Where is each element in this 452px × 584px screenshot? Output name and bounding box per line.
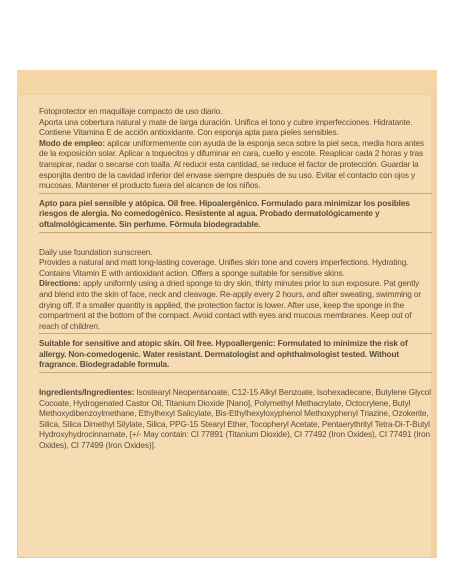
- es-description: Aporta una cobertura natural y mate de larga duración. Unifica el tono y cubre imperfecciones. Hidratante. Contiene Vitamina E de acción antioxidante. Con esponja apta para pieles sensibles.: [39, 116, 413, 138]
- en-description: Provides a natural and matt long-lasting coverage. Unifies skin tone and covers imperfections. Hydrating. Contains Vitamin E with antioxidant action. Offers a sponge suitable for sensitive skins.: [39, 257, 409, 278]
- en-directions-text: apply uniformly using a dried sponge to dry skin, thirty minutes prior to sun exposure. Pat gently and blend into the skin of face, neck and cleavage. Re-apply every 2 hours, and after sweating, swimming or drying off. If a smaller quantity is applied, the protection factor is lower. After use, keep the sponge in the compartment at the bottom of the compact. Avoid contact with eyes and mucous membranes. Keep out of reach of children.: [39, 278, 421, 331]
- box-top-flap: [17, 70, 437, 95]
- es-claims: Apto para piel sensible y atópica. Oil free. Hipoalergénico. Formulado para minimizar los posibles riesgos de alergia. No comedogénico. Resistente al agua. Probado dermatológicamente y oftalmológicamente. Sin perfume. Fórmula biodegradable.: [39, 197, 410, 229]
- divider: [39, 333, 432, 334]
- en-directions-label: Directions:: [39, 278, 81, 289]
- divider: [39, 193, 432, 194]
- label-text-block: [39, 106, 432, 451]
- ingredients-text: Isostearyl Neopentanoate, C12-15 Alkyl Benzoate, Isohexadecane, Butylene Glycol Cocoate, Hydrogenated Castor Oil, Titanium Dioxide [Nano], Polymethyl Methacrylate, Octocrylene, Butyl Methoxydibenzoylmethane, Ethylhexyl Salicylate, Bis-Ethylhexyloxyphenol Methoxyphenyl Triazine, Ozokerite, Silica, Silica Dimethyl Silylate, Silica, PPG-15 Stearyl Ether, Tocopheryl Acetate, Pentaerythrityl Tetra-Di-T-Butyl Hydroxyhydrocinnamate, [+/- May contain: CI 77891 (Titanium Dioxide), CI 77492 (Iron Oxides), CI 77491 (Iron Oxides), CI 77499 (Iron Oxides)].: [39, 387, 431, 451]
- en-intro: Daily use foundation sunscreen.: [39, 246, 153, 257]
- es-intro: Fotoprotector en maquillaje compacto de uso diario.: [39, 106, 223, 116]
- en-claims: Suitable for sensitive and atopic skin. Oil free. Hypoallergenic: Formulated to minimize the risk of allergy. Non-comedogenic. Water resistant. Dermatologist and ophthalmologist tested. Without fragrance. Biodegradable formula.: [39, 338, 408, 370]
- divider: [39, 232, 432, 233]
- ingredients: [39, 387, 432, 451]
- es-usage: [39, 138, 432, 191]
- es-usage-label: Modo de empleo:: [39, 137, 105, 148]
- ingredients-label: Ingredients/Ingredientes:: [39, 387, 135, 398]
- es-usage-text: aplicar uniformemente con ayuda de la esponja seca sobre la piel seca, media hora antes de la exposición solar. Aplicar a toquecitos y difuminar en cara, cuello y escote. Reaplicar cada 2 horas y tras transpirar, nadar o secarse con toalla. Al reducir esta cantidad, se reduce el factor de protección. Guardar la esponjita dentro de la cavidad inferior del envase siempre después de su uso. Evitar el contacto con ojos y mucosas. Mantener el producto fuera del alcance de los niños.: [39, 137, 424, 191]
- divider: [39, 372, 432, 373]
- product-box: [17, 70, 437, 558]
- en-directions: [39, 278, 432, 331]
